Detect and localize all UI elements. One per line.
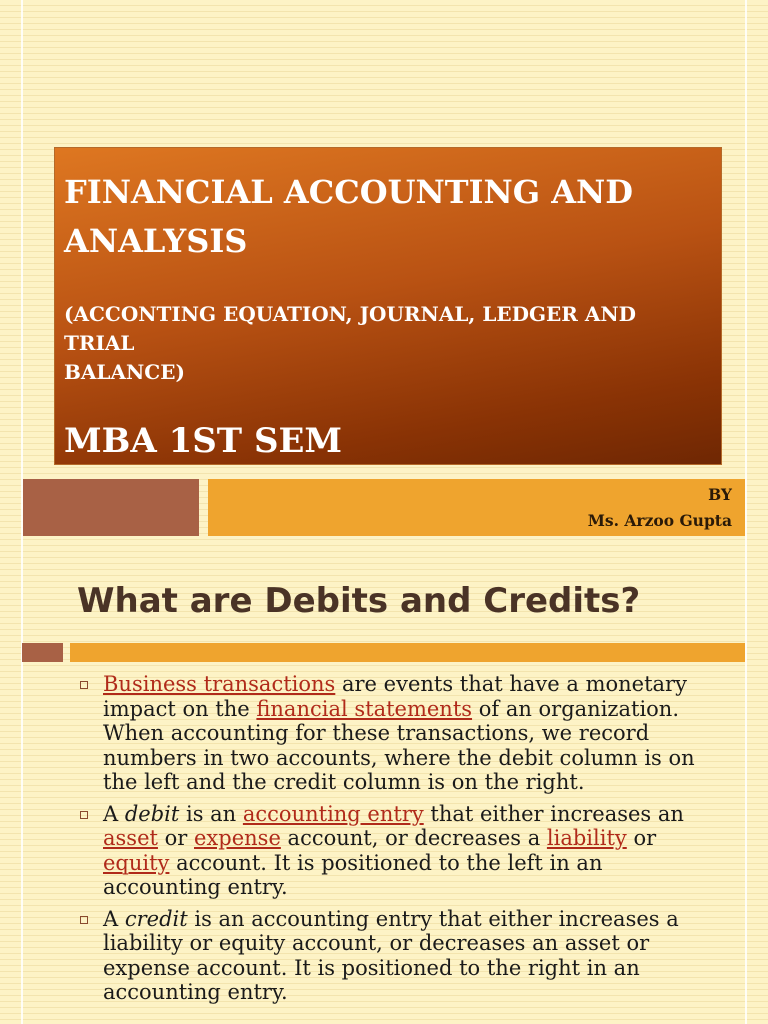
bullet-text: A [103,801,125,826]
heading-band-brown [22,643,63,662]
subtitle-line-1: (ACCONTING EQUATION, JOURNAL, LEDGER AND TRIAL [64,302,637,355]
title-line-2: ANALYSIS [64,222,248,260]
list-item [78,672,718,795]
by-label: BY [708,485,732,504]
list-item [78,802,718,900]
bullet-text: are events that have a monetary impact on the [103,672,687,721]
bullet-text: is an [179,801,243,826]
bullet-text: or [157,826,194,850]
semester-label: MBA 1ST SEM [64,421,343,461]
list-item [78,907,718,1005]
link-expense[interactable]: expense [194,826,281,850]
square-bullet-icon [80,916,88,924]
subtitle-line-2: BALANCE) [64,360,185,384]
bullet-text: is an accounting entry that either increases a liability or equity account, or decreases an asset or expense account. It is positioned to the right in an accounting entry. [103,906,679,1004]
link-equity[interactable]: equity [103,850,170,875]
square-bullet-icon [80,681,88,689]
link-financial-statements[interactable]: financial statements [256,696,473,721]
accent-band-brown [23,479,199,536]
bullet-list [78,672,718,1012]
slide-heading: What are Debits and Credits? [77,581,641,621]
bullet-text: A [103,906,125,931]
link-asset[interactable]: asset [103,826,158,850]
term-credit: credit [124,906,188,931]
link-business-transactions[interactable]: Business transactions [103,672,336,696]
author-name: Ms. Arzoo Gupta [587,511,732,530]
page-margin-right [745,0,747,1024]
term-debit: debit [124,801,180,826]
heading-band-orange [70,643,745,662]
link-accounting-entry[interactable]: accounting entry [242,801,424,826]
square-bullet-icon [80,811,88,819]
subtitle [64,300,707,387]
bullet-text: account. It is positioned to the left in an accounting entry. [103,850,603,899]
title-banner [54,147,722,465]
bullet-text: or [626,826,657,850]
bullet-text: account, or decreases a [280,826,547,850]
page-title [64,168,707,266]
link-liability[interactable]: liability [546,826,627,850]
bullet-text: that either increases an [423,801,684,826]
title-line-1: FINANCIAL ACCOUNTING AND [64,173,634,211]
bullet-text: of an organization. When accounting for these transactions, we record numbers in two accounts, where the debit column is on the left and the credit column is on the right. [103,696,695,794]
author-band [208,479,745,536]
